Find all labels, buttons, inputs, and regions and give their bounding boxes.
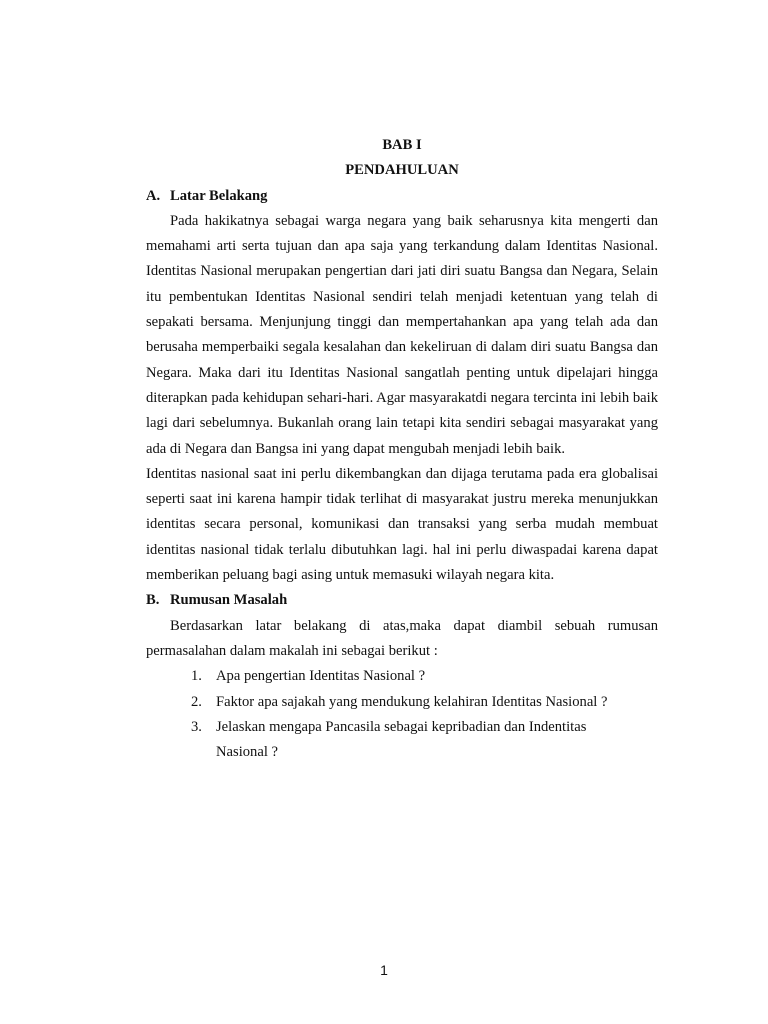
research-questions-list: [146, 664, 658, 765]
chapter-number: BAB I: [382, 137, 422, 153]
list-item-text: Jelaskan mengapa Pancasila sebagai kepribadian dan Indentitas Nasional ?: [216, 718, 587, 761]
list-item-number: 3.: [191, 718, 202, 735]
section-a-paragraph-2: Identitas nasional saat ini perlu dikembangkan dan dijaga terutama pada era globalisai seperti saat ini karena hampir tidak terlihat di masyarakat justru mereka menunjukkan identitas secara personal, komunikasi dan transaksi yang serba mudah membuat identitas nasional tidak terlalu dibutuhkan lagi. hal ini perlu diwaspadai karena dapat memberikan peluang bagi asing untuk memasuki wilayah negara kita.: [146, 465, 658, 584]
list-item-text: Faktor apa sajakah yang mendukung kelahiran Identitas Nasional ?: [216, 693, 608, 710]
section-a-heading: [146, 184, 658, 209]
section-a-letter: A.: [146, 187, 161, 204]
chapter-title: PENDAHULUAN: [345, 162, 459, 179]
list-item-text: Apa pengertian Identitas Nasional ?: [216, 668, 426, 685]
section-b-title: Rumusan Masalah: [170, 592, 288, 609]
list-item-number: 2.: [191, 693, 202, 710]
page-number: 1: [380, 962, 388, 978]
list-item: [146, 715, 658, 766]
page-content: [146, 133, 658, 765]
section-b-heading: [146, 588, 658, 613]
section-b-intro: Berdasarkan latar belakang di atas,maka dapat diambil sebuah rumusan permasalahan dalam makalah ini sebagai berikut :: [146, 617, 658, 659]
section-a-paragraph-1: Pada hakikatnya sebagai warga negara yang baik seharusnya kita mengerti dan memahami arti serta tujuan dan apa saja yang terkandung dalam Identitas Nasional. Identitas Nasional merupakan pengertian dari jati diri suatu Bangsa dan Negara, Selain itu pembentukan Identitas Nasional sendiri telah menjadi ketentuan yang telah di sepakati bersama. Menjunjung tinggi dan mempertahankan apa yang telah ada dan berusaha memperbaiki segala kesalahan dan kekeliruan di dalam diri suatu Bangsa dan Negara. Maka dari itu Identitas Nasional sangatlah penting untuk dipelajari hingga diterapkan pada kehidupan sehari-hari. Agar masyarakatdi negara tercinta ini lebih baik lagi dari sebelumnya. Bukanlah orang lain tetapi kita sendiri sebagai masyarakat yang ada di Negara dan Bangsa ini yang dapat mengubah menjadi lebih baik.: [146, 212, 658, 457]
list-item: [146, 690, 658, 715]
section-a-title: Latar Belakang: [170, 187, 268, 204]
list-item-number: 1.: [191, 668, 202, 685]
list-item: [146, 664, 658, 689]
section-b-letter: B.: [146, 592, 160, 609]
